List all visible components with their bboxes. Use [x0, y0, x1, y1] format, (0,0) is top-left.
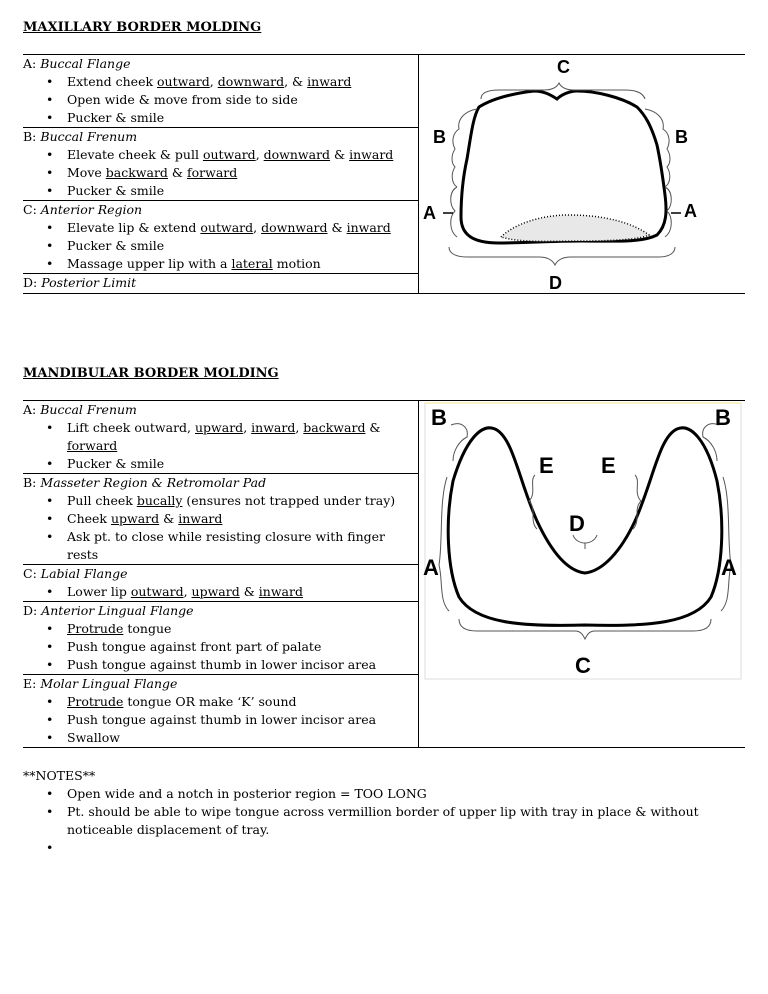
- underlined-term: forward: [187, 165, 238, 180]
- step-bullets: [23, 73, 418, 127]
- underlined-term: outward: [202, 147, 256, 162]
- bullet-text: Push tongue against front part of palate: [67, 639, 322, 654]
- note-item: [23, 839, 745, 857]
- bullet-text: &: [159, 511, 179, 526]
- max-label-a-right: A: [684, 201, 697, 221]
- bracket-b-left: [451, 424, 467, 461]
- bullet-item: [23, 91, 418, 109]
- maxillary-steps: [23, 55, 419, 294]
- underlined-term: backward: [105, 165, 168, 180]
- bullet-item: [23, 182, 418, 200]
- bullet-text: Pucker & smile: [67, 456, 165, 471]
- step-title-text: Labial Flange: [40, 566, 128, 581]
- bracket-c: [459, 619, 711, 639]
- step-bullets: [23, 419, 418, 473]
- man-label-a-left: A: [423, 555, 439, 580]
- step-title-text: Molar Lingual Flange: [40, 676, 178, 691]
- step-title: [23, 401, 418, 419]
- step-title-text: Posterior Limit: [41, 275, 137, 290]
- bullet-item: [23, 693, 418, 711]
- bullet-text: &: [327, 220, 347, 235]
- bullet-item: [23, 164, 418, 182]
- step-bullets: [23, 620, 418, 674]
- step-title: [23, 201, 418, 219]
- underlined-term: outward: [200, 220, 254, 235]
- step-title: [23, 565, 418, 583]
- bullet-text: motion: [272, 256, 321, 271]
- bullet-item: [23, 109, 418, 127]
- step-row: [23, 602, 418, 675]
- step-title-text: Buccal Flange: [40, 56, 131, 71]
- underlined-term: inward: [258, 584, 303, 599]
- step-title: [23, 274, 418, 292]
- note-item: • Pt. should be able to wipe tongue across vermillion border of upper lip with tray in place & without noticeable displacement of tray.: [23, 803, 745, 839]
- bullet-text: Ask pt. to close while resisting closure with finger rests: [67, 529, 385, 562]
- mandibular-arch-diagram: [425, 401, 751, 683]
- bullet-text: ,: [209, 74, 218, 89]
- man-label-a-right: A: [721, 555, 737, 580]
- step-bullets: [23, 583, 418, 601]
- note-item: • Open wide and a notch in posterior region = TOO LONG: [23, 785, 745, 803]
- bullet-text: Massage upper lip with a: [67, 256, 232, 271]
- posterior-palatal-seal: [501, 215, 649, 241]
- man-label-e-right: E: [601, 453, 616, 478]
- bullet-text: Pucker & smile: [67, 110, 165, 125]
- underlined-term: inward: [307, 74, 352, 89]
- bullet-text: &: [330, 147, 350, 162]
- step-title-text: Anterior Region: [40, 202, 143, 217]
- step-letter: C:: [23, 566, 37, 581]
- bullet-text: tongue OR make ‘K’ sound: [123, 694, 297, 709]
- underlined-term: Protrude: [67, 621, 124, 636]
- man-label-d: D: [569, 511, 585, 536]
- bracket-a-left: [451, 187, 457, 237]
- step-bullets: [23, 146, 418, 200]
- step-title: [23, 55, 418, 73]
- underlined-term: Protrude: [67, 694, 124, 709]
- step-row: [23, 401, 418, 474]
- notes-section: [23, 767, 745, 857]
- underlined-term: upward: [195, 420, 244, 435]
- underlined-term: outward: [157, 74, 210, 89]
- bullet-text: Push tongue against thumb in lower incisor area: [67, 657, 377, 672]
- step-bullets: [23, 219, 418, 273]
- step-title: [23, 474, 418, 492]
- bullet-text: Elevate lip & extend: [67, 220, 201, 235]
- step-letter: C:: [23, 202, 37, 217]
- bullet-text: , &: [284, 74, 308, 89]
- max-label-a-left: A: [423, 203, 436, 223]
- underlined-term: downward: [263, 147, 331, 162]
- bullet-item: [23, 146, 418, 164]
- bullet-text: Swallow: [67, 730, 120, 745]
- underlined-term: lateral: [231, 256, 273, 271]
- bullet-item: [23, 219, 418, 237]
- bracket-d: [573, 535, 597, 549]
- bullet-text: (ensures not trapped under tray): [182, 493, 396, 508]
- step-title: [23, 675, 418, 693]
- bullet-text: Pucker & smile: [67, 238, 165, 253]
- bullet-text: &: [239, 584, 259, 599]
- underlined-term: forward: [67, 438, 118, 453]
- underlined-term: inward: [346, 220, 391, 235]
- bullet-text: Push tongue against thumb in lower incisor area: [67, 712, 377, 727]
- bullet-item: [23, 729, 418, 747]
- underlined-term: bucally: [136, 493, 183, 508]
- bullet-text: Lower lip: [67, 584, 131, 599]
- step-row: [23, 474, 418, 565]
- bullet-text: Pull cheek: [67, 493, 137, 508]
- maxillary-diagram-cell: [419, 55, 746, 294]
- step-letter: B:: [23, 475, 37, 490]
- underlined-term: upward: [191, 584, 240, 599]
- underlined-term: backward: [303, 420, 366, 435]
- bullet-item: [23, 510, 418, 528]
- maxillary-arch-diagram: [419, 55, 745, 293]
- bullet-text: Cheek: [67, 511, 111, 526]
- underlined-term: inward: [178, 511, 223, 526]
- step-letter: A:: [23, 402, 37, 417]
- bullet-item: [23, 656, 418, 674]
- bullet-text: Lift cheek outward,: [67, 420, 195, 435]
- step-title: [23, 602, 418, 620]
- mandibular-diagram-cell: [419, 401, 746, 748]
- bullet-item: [23, 455, 418, 473]
- notes-heading: **NOTES**: [23, 768, 96, 783]
- max-label-c: C: [557, 57, 570, 77]
- bullet-text: tongue: [123, 621, 172, 636]
- man-label-b-left: B: [431, 405, 447, 430]
- bullet-text: Pucker & smile: [67, 183, 165, 198]
- step-row: [23, 55, 418, 128]
- underlined-term: inward: [251, 420, 296, 435]
- mandibular-heading: MANDIBULAR BORDER MOLDING: [23, 366, 279, 381]
- max-label-b-right: B: [675, 127, 688, 147]
- mandibular-table: [23, 400, 745, 748]
- bullet-text: Open wide & move from side to side: [67, 92, 298, 107]
- step-title: [23, 128, 418, 146]
- bracket-d: [449, 247, 675, 265]
- bullet-text: &: [167, 165, 188, 180]
- step-letter: B:: [23, 129, 37, 144]
- bullet-item: [23, 583, 418, 601]
- bullet-text: ,: [295, 420, 304, 435]
- underlined-term: outward: [130, 584, 184, 599]
- bullet-text: ,: [255, 147, 264, 162]
- bullet-text: Elevate cheek & pull: [67, 147, 203, 162]
- step-title-text: Anterior Lingual Flange: [41, 603, 194, 618]
- bullet-item: [23, 419, 418, 455]
- bullet-item: [23, 255, 418, 273]
- step-row: [23, 201, 418, 274]
- step-row: [23, 274, 418, 292]
- bullet-item: [23, 528, 418, 564]
- man-label-e-left: E: [539, 453, 554, 478]
- step-letter: E:: [23, 676, 37, 691]
- step-letter: A:: [23, 56, 37, 71]
- maxillary-heading: MAXILLARY BORDER MOLDING: [23, 20, 262, 35]
- step-letter: D:: [23, 603, 38, 618]
- bullet-item: [23, 492, 418, 510]
- step-letter: D:: [23, 275, 38, 290]
- step-row: [23, 128, 418, 201]
- bullet-text: &: [365, 420, 381, 435]
- step-title-text: Buccal Frenum: [40, 402, 137, 417]
- max-label-d: D: [549, 273, 562, 293]
- bullet-text: ,: [253, 220, 262, 235]
- step-title-text: Buccal Frenum: [40, 129, 138, 144]
- underlined-term: upward: [110, 511, 160, 526]
- bullet-text: ,: [183, 584, 192, 599]
- bullet-text: ,: [243, 420, 252, 435]
- mandibular-steps: [23, 401, 419, 748]
- bullet-text: Move: [67, 165, 106, 180]
- notes-list: [23, 785, 745, 857]
- maxillary-table: [23, 54, 745, 294]
- man-label-b-right: B: [715, 405, 731, 430]
- mandibular-tray-outer: [448, 428, 722, 626]
- bullet-item: [23, 711, 418, 729]
- step-row: [23, 565, 418, 602]
- step-title-text: Masseter Region & Retromolar Pad: [40, 475, 267, 490]
- underlined-term: inward: [349, 147, 394, 162]
- bullet-item: [23, 237, 418, 255]
- underlined-term: downward: [217, 74, 285, 89]
- bullet-item: [23, 73, 418, 91]
- step-row: [23, 675, 418, 747]
- bullet-item: [23, 620, 418, 638]
- step-bullets: [23, 693, 418, 747]
- bullet-item: [23, 638, 418, 656]
- bullet-text: Extend cheek: [67, 74, 158, 89]
- max-label-b-left: B: [433, 127, 446, 147]
- underlined-term: downward: [261, 220, 328, 235]
- step-bullets: [23, 492, 418, 564]
- man-label-c: C: [575, 653, 591, 678]
